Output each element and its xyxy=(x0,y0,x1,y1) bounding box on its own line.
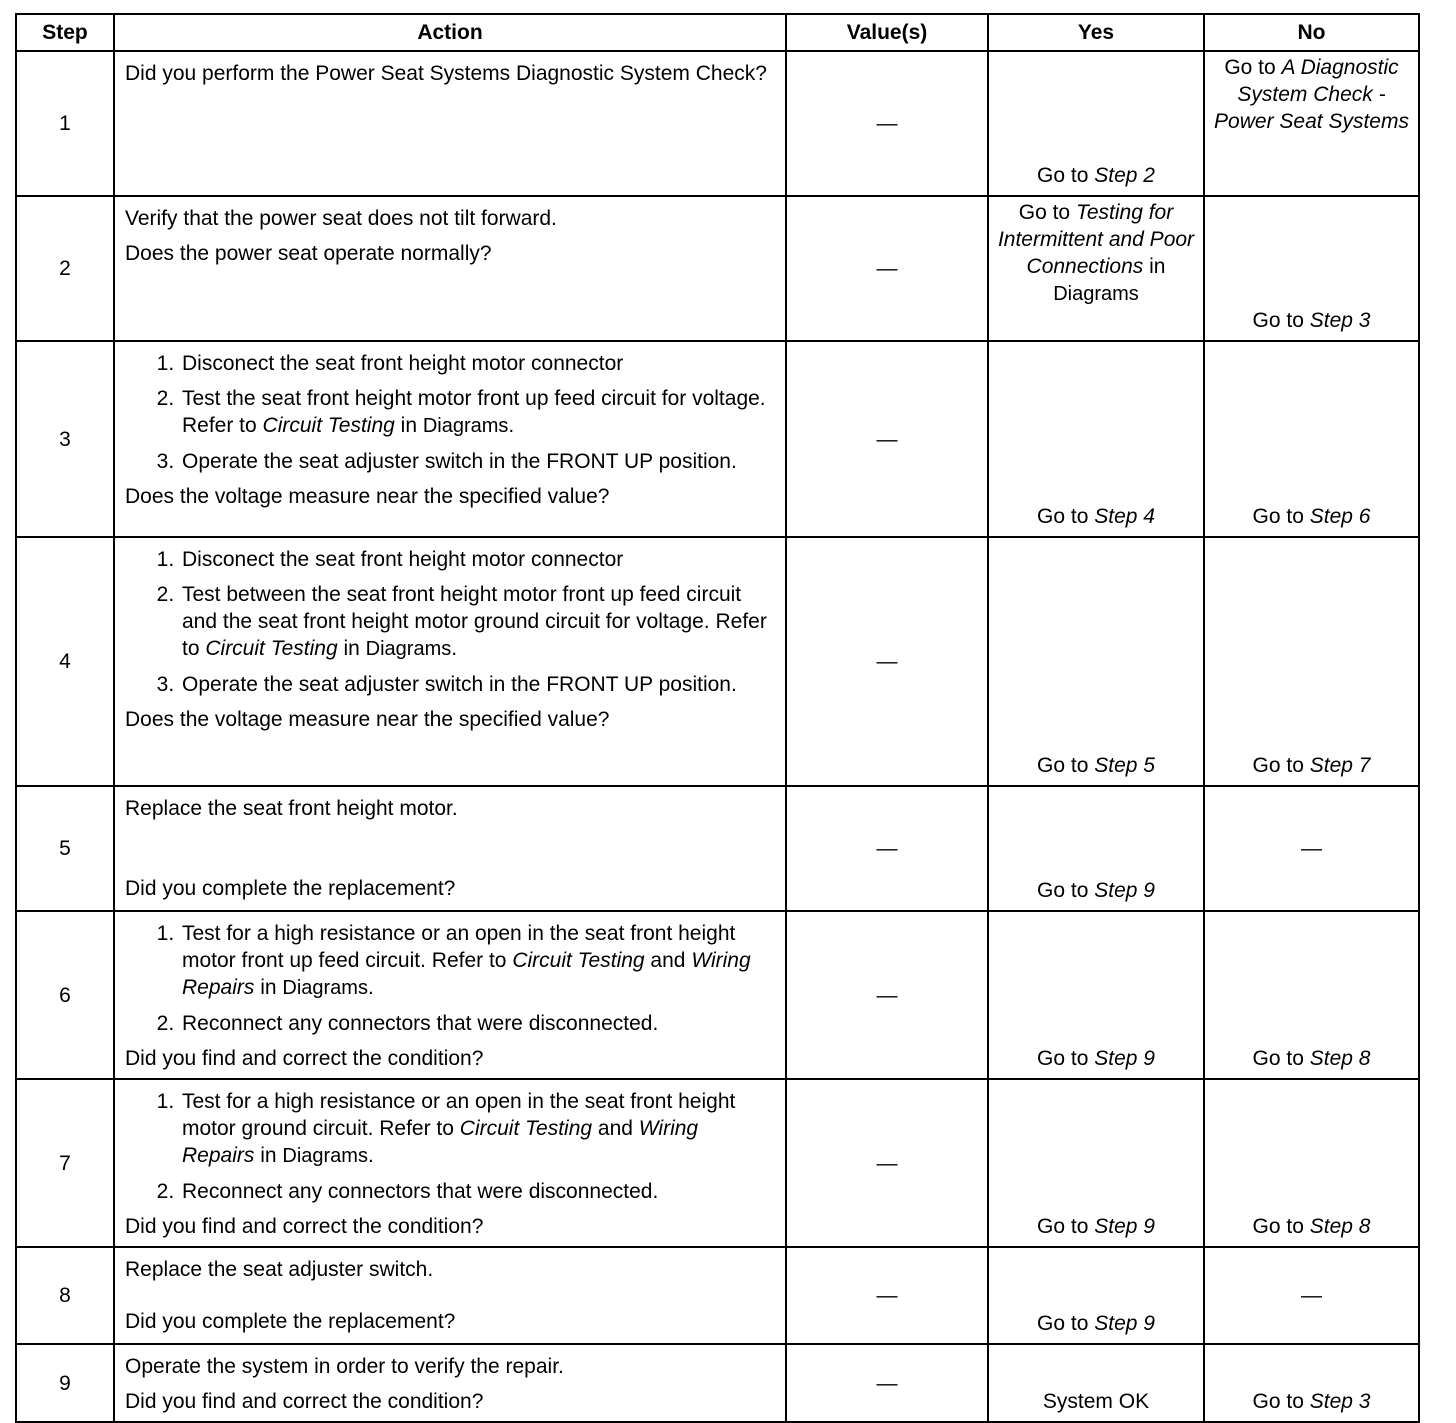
no-cell: Go to Step 7 xyxy=(1204,537,1419,786)
action-cell xyxy=(114,51,786,196)
action-question: Did you find and correct the condition? xyxy=(125,1215,484,1238)
step-reference[interactable]: Step 4 xyxy=(1094,505,1155,528)
no-cell: Go to Step 3 xyxy=(1204,196,1419,341)
yes-cell: Go to Step 9 xyxy=(988,1079,1204,1247)
action-question: Did you find and correct the condition? xyxy=(125,1390,484,1413)
header-row xyxy=(16,14,1419,51)
step-reference[interactable]: Step 9 xyxy=(1094,879,1155,902)
step-reference[interactable]: Step 9 xyxy=(1094,1047,1155,1070)
procedure-reference[interactable]: Circuit Testing xyxy=(262,414,395,437)
list-item: 2. Test the seat front height motor front up feed circuit for voltage. Refer to Circuit Testing in Diagrams. xyxy=(180,385,775,440)
action-instruction: Verify that the power seat does not tilt forward. xyxy=(125,207,557,230)
step-number: 3 xyxy=(16,341,114,537)
action-cell xyxy=(114,786,786,911)
list-item: 2. Reconnect any connectors that were disconnected. xyxy=(180,1010,775,1037)
table-row xyxy=(16,1344,1419,1422)
action-instruction: Operate the system in order to verify the repair. xyxy=(125,1355,564,1378)
table-row xyxy=(16,537,1419,786)
step-number: 4 xyxy=(16,537,114,786)
yes-cell: Go to Step 9 xyxy=(988,911,1204,1079)
procedure-reference[interactable]: Circuit Testing xyxy=(459,1117,593,1140)
step-number: 7 xyxy=(16,1079,114,1247)
value-cell: — xyxy=(786,1247,988,1344)
list-item: 1. Test for a high resistance or an open in the seat front height motor ground circuit. Refer to Circuit Testing and Wiring Repairs in Diagrams. xyxy=(180,1088,775,1170)
action-cell xyxy=(114,1079,786,1247)
list-item: 3. Operate the seat adjuster switch in the FRONT UP position. xyxy=(180,448,775,475)
action-question: Did you find and correct the condition? xyxy=(125,1047,484,1070)
no-cell: Go to A Diagnostic System Check - Power Seat Systems xyxy=(1204,51,1419,196)
header-no: No xyxy=(1204,14,1419,51)
action-list xyxy=(125,1088,775,1205)
table-row xyxy=(16,911,1419,1079)
procedure-reference[interactable]: Circuit Testing xyxy=(512,949,645,972)
procedure-reference[interactable]: Wiring Repairs xyxy=(182,949,751,999)
step-reference[interactable]: Step 3 xyxy=(1309,309,1371,332)
table-row xyxy=(16,1079,1419,1247)
header-values: Value(s) xyxy=(786,14,988,51)
header-step: Step xyxy=(16,14,114,51)
value-cell: — xyxy=(786,341,988,537)
list-item: 1. Test for a high resistance or an open in the seat front height motor front up feed circuit. Refer to Circuit Testing and Wiring Repairs in Diagrams. xyxy=(180,920,775,1002)
no-cell: Go to Step 8 xyxy=(1204,911,1419,1079)
action-question: Did you complete the replacement? xyxy=(125,877,456,900)
no-cell: — xyxy=(1204,1247,1419,1344)
step-reference[interactable]: Step 2 xyxy=(1094,164,1155,187)
yes-cell: System OK xyxy=(988,1344,1204,1422)
value-cell: — xyxy=(786,786,988,911)
step-number: 9 xyxy=(16,1344,114,1422)
procedure-reference[interactable]: Circuit Testing xyxy=(205,637,338,660)
action-instruction: Replace the seat adjuster switch. xyxy=(125,1258,434,1281)
step-number: 6 xyxy=(16,911,114,1079)
step-reference[interactable]: Step 6 xyxy=(1309,505,1371,528)
value-cell: — xyxy=(786,196,988,341)
action-list xyxy=(125,546,775,698)
no-cell: Go to Step 8 xyxy=(1204,1079,1419,1247)
header-action: Action xyxy=(114,14,786,51)
table-row xyxy=(16,786,1419,911)
procedure-reference[interactable]: Wiring Repairs xyxy=(182,1117,699,1167)
yes-cell: Go to Step 4 xyxy=(988,341,1204,537)
action-question: Did you perform the Power Seat Systems Diagnostic System Check? xyxy=(125,62,767,85)
action-cell xyxy=(114,537,786,786)
no-cell: Go to Step 6 xyxy=(1204,341,1419,537)
table-row xyxy=(16,51,1419,196)
diagnostic-table xyxy=(15,13,1420,1423)
list-item: 2. Test between the seat front height motor front up feed circuit and the seat front height motor ground circuit for voltage. Refer to Circuit Testing in Diagrams. xyxy=(180,581,775,663)
list-item: 1. Disconect the seat front height motor connector xyxy=(180,350,775,377)
list-item: 3. Operate the seat adjuster switch in the FRONT UP position. xyxy=(180,671,775,698)
step-number: 5 xyxy=(16,786,114,911)
table-row xyxy=(16,341,1419,537)
action-cell xyxy=(114,911,786,1079)
action-question: Does the voltage measure near the specified value? xyxy=(125,485,610,508)
step-number: 1 xyxy=(16,51,114,196)
step-reference[interactable]: Step 9 xyxy=(1094,1312,1155,1335)
action-list xyxy=(125,350,775,475)
value-cell: — xyxy=(786,1344,988,1422)
action-question: Did you complete the replacement? xyxy=(125,1310,456,1333)
yes-cell: Go to Testing for Intermittent and Poor Connections in Diagrams xyxy=(988,196,1204,341)
step-reference[interactable]: Step 3 xyxy=(1309,1390,1371,1413)
step-number: 2 xyxy=(16,196,114,341)
action-instruction: Replace the seat front height motor. xyxy=(125,797,458,820)
action-list xyxy=(125,920,775,1037)
list-item: 2. Reconnect any connectors that were disconnected. xyxy=(180,1178,775,1205)
step-reference[interactable]: Step 8 xyxy=(1309,1047,1371,1070)
value-cell: — xyxy=(786,537,988,786)
header-yes: Yes xyxy=(988,14,1204,51)
step-number: 8 xyxy=(16,1247,114,1344)
action-cell xyxy=(114,341,786,537)
yes-cell: Go to Step 9 xyxy=(988,1247,1204,1344)
value-cell: — xyxy=(786,1079,988,1247)
step-reference[interactable]: Step 7 xyxy=(1309,754,1371,777)
procedure-reference[interactable]: Testing for Intermittent and Poor Connections xyxy=(997,201,1195,278)
action-cell xyxy=(114,1344,786,1422)
action-question: Does the voltage measure near the specified value? xyxy=(125,708,610,731)
procedure-reference[interactable]: A Diagnostic System Check - Power Seat Systems xyxy=(1214,56,1409,133)
yes-cell: Go to Step 5 xyxy=(988,537,1204,786)
yes-cell: Go to Step 9 xyxy=(988,786,1204,911)
no-cell: Go to Step 3 xyxy=(1204,1344,1419,1422)
list-item: 1. Disconect the seat front height motor connector xyxy=(180,546,775,573)
table-row xyxy=(16,1247,1419,1344)
action-cell xyxy=(114,1247,786,1344)
step-reference[interactable]: Step 9 xyxy=(1094,1215,1155,1238)
action-question: Does the power seat operate normally? xyxy=(125,242,492,265)
action-cell xyxy=(114,196,786,341)
value-cell: — xyxy=(786,911,988,1079)
value-cell: — xyxy=(786,51,988,196)
no-cell: — xyxy=(1204,786,1419,911)
step-reference[interactable]: Step 5 xyxy=(1094,754,1155,777)
yes-cell: Go to Step 2 xyxy=(988,51,1204,196)
step-reference[interactable]: Step 8 xyxy=(1309,1215,1371,1238)
table-row xyxy=(16,196,1419,341)
